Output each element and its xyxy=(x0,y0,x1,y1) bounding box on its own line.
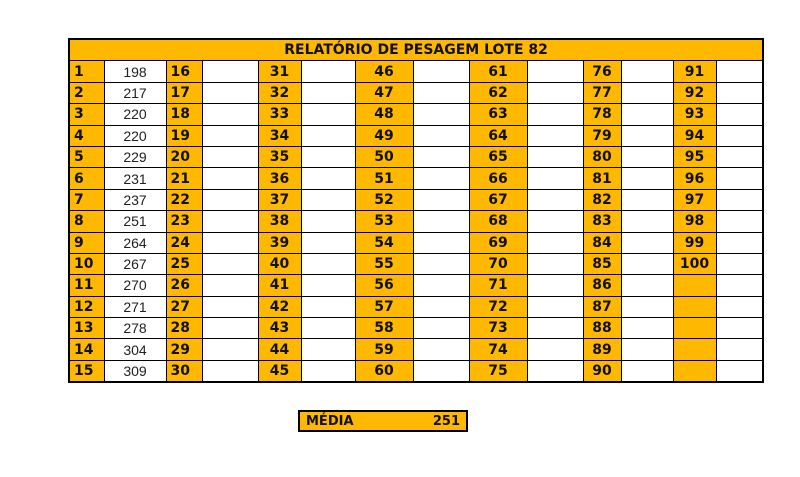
animal-number-cell: 34 xyxy=(258,125,301,146)
weight-value-cell[interactable] xyxy=(527,296,583,317)
weight-value-cell[interactable] xyxy=(202,189,258,210)
animal-number-cell: 72 xyxy=(469,296,527,317)
average-value: 251 xyxy=(432,414,460,429)
table-row xyxy=(69,253,763,274)
title-row xyxy=(69,39,763,61)
animal-number-cell: 86 xyxy=(583,275,621,296)
animal-number-cell: 68 xyxy=(469,211,527,232)
animal-number-cell: 3 xyxy=(69,104,104,125)
weight-value-cell[interactable] xyxy=(621,82,673,103)
weight-value-cell[interactable] xyxy=(301,296,355,317)
animal-number-cell xyxy=(673,275,716,296)
weight-value-cell[interactable] xyxy=(413,146,469,167)
animal-number-cell: 33 xyxy=(258,104,301,125)
weight-value-cell[interactable] xyxy=(621,146,673,167)
weight-value-cell[interactable] xyxy=(621,296,673,317)
animal-number-cell: 1 xyxy=(69,61,104,82)
animal-number-cell: 37 xyxy=(258,189,301,210)
weight-value-cell[interactable] xyxy=(621,253,673,274)
weight-value-cell[interactable] xyxy=(621,275,673,296)
animal-number-cell: 26 xyxy=(166,275,202,296)
animal-number-cell: 83 xyxy=(583,211,621,232)
animal-number-cell: 76 xyxy=(583,61,621,82)
animal-number-cell: 28 xyxy=(166,318,202,339)
weight-value-cell[interactable] xyxy=(621,360,673,382)
animal-number-cell: 13 xyxy=(69,318,104,339)
weight-value-cell[interactable] xyxy=(716,253,763,274)
weight-value-cell[interactable] xyxy=(716,189,763,210)
animal-number-cell: 2 xyxy=(69,82,104,103)
weight-value-cell[interactable]: 278 xyxy=(104,318,166,339)
animal-number-cell: 99 xyxy=(673,232,716,253)
animal-number-cell xyxy=(673,339,716,360)
weight-value-cell[interactable] xyxy=(527,318,583,339)
animal-number-cell: 75 xyxy=(469,360,527,382)
table-row xyxy=(69,360,763,382)
weight-value-cell[interactable] xyxy=(202,318,258,339)
weight-value-cell[interactable] xyxy=(413,61,469,82)
table-row xyxy=(69,104,763,125)
weight-value-cell[interactable] xyxy=(527,104,583,125)
animal-number-cell: 82 xyxy=(583,189,621,210)
weight-value-cell[interactable]: 264 xyxy=(104,232,166,253)
animal-number-cell: 46 xyxy=(355,61,413,82)
weight-value-cell[interactable] xyxy=(301,275,355,296)
weight-value-cell[interactable]: 229 xyxy=(104,146,166,167)
weight-value-cell[interactable] xyxy=(413,125,469,146)
weight-value-cell[interactable] xyxy=(202,82,258,103)
animal-number-cell: 9 xyxy=(69,232,104,253)
weight-value-cell[interactable] xyxy=(527,189,583,210)
animal-number-cell: 69 xyxy=(469,232,527,253)
animal-number-cell: 94 xyxy=(673,125,716,146)
weight-value-cell[interactable] xyxy=(621,104,673,125)
weight-value-cell[interactable] xyxy=(527,168,583,189)
weight-value-cell[interactable] xyxy=(202,146,258,167)
animal-number-cell: 47 xyxy=(355,82,413,103)
weight-value-cell[interactable]: 251 xyxy=(104,211,166,232)
table-row xyxy=(69,82,763,103)
animal-number-cell xyxy=(673,318,716,339)
animal-number-cell: 36 xyxy=(258,168,301,189)
table-row xyxy=(69,232,763,253)
animal-number-cell: 62 xyxy=(469,82,527,103)
animal-number-cell: 32 xyxy=(258,82,301,103)
table-row xyxy=(69,211,763,232)
weight-value-cell[interactable]: 267 xyxy=(104,253,166,274)
animal-number-cell: 21 xyxy=(166,168,202,189)
animal-number-cell: 53 xyxy=(355,211,413,232)
weight-value-cell[interactable] xyxy=(621,318,673,339)
animal-number-cell: 56 xyxy=(355,275,413,296)
weight-value-cell[interactable] xyxy=(413,82,469,103)
report-title: RELATÓRIO DE PESAGEM LOTE 82 xyxy=(69,39,763,61)
weight-value-cell[interactable] xyxy=(301,360,355,382)
animal-number-cell: 10 xyxy=(69,253,104,274)
weight-value-cell[interactable] xyxy=(202,360,258,382)
animal-number-cell: 20 xyxy=(166,146,202,167)
animal-number-cell: 80 xyxy=(583,146,621,167)
animal-number-cell: 22 xyxy=(166,189,202,210)
weight-value-cell[interactable] xyxy=(621,61,673,82)
weight-value-cell[interactable] xyxy=(202,339,258,360)
weight-value-cell[interactable] xyxy=(202,253,258,274)
weight-value-cell[interactable] xyxy=(413,232,469,253)
weight-value-cell[interactable]: 231 xyxy=(104,168,166,189)
animal-number-cell: 50 xyxy=(355,146,413,167)
table-row xyxy=(69,339,763,360)
animal-number-cell: 77 xyxy=(583,82,621,103)
weight-value-cell[interactable] xyxy=(202,296,258,317)
weight-value-cell[interactable] xyxy=(301,232,355,253)
animal-number-cell: 12 xyxy=(69,296,104,317)
animal-number-cell: 42 xyxy=(258,296,301,317)
animal-number-cell: 27 xyxy=(166,296,202,317)
animal-number-cell: 7 xyxy=(69,189,104,210)
weight-value-cell[interactable] xyxy=(301,82,355,103)
table-row xyxy=(69,146,763,167)
animal-number-cell: 64 xyxy=(469,125,527,146)
animal-number-cell: 5 xyxy=(69,146,104,167)
animal-number-cell: 54 xyxy=(355,232,413,253)
weight-value-cell[interactable] xyxy=(716,232,763,253)
animal-number-cell: 52 xyxy=(355,189,413,210)
animal-number-cell: 59 xyxy=(355,339,413,360)
weight-value-cell[interactable] xyxy=(301,125,355,146)
animal-number-cell: 97 xyxy=(673,189,716,210)
weight-value-cell[interactable] xyxy=(716,296,763,317)
animal-number-cell: 85 xyxy=(583,253,621,274)
animal-number-cell xyxy=(673,296,716,317)
animal-number-cell: 19 xyxy=(166,125,202,146)
weight-value-cell[interactable] xyxy=(716,61,763,82)
animal-number-cell: 58 xyxy=(355,318,413,339)
animal-number-cell: 11 xyxy=(69,275,104,296)
weight-value-cell[interactable] xyxy=(202,232,258,253)
weight-value-cell[interactable] xyxy=(202,104,258,125)
table-row xyxy=(69,125,763,146)
weight-value-cell[interactable] xyxy=(527,125,583,146)
weight-value-cell[interactable] xyxy=(202,168,258,189)
animal-number-cell: 35 xyxy=(258,146,301,167)
weight-value-cell[interactable] xyxy=(621,125,673,146)
weight-value-cell[interactable] xyxy=(527,82,583,103)
weight-value-cell[interactable] xyxy=(716,275,763,296)
weight-value-cell[interactable] xyxy=(413,253,469,274)
weight-value-cell[interactable] xyxy=(202,275,258,296)
animal-number-cell: 74 xyxy=(469,339,527,360)
weight-value-cell[interactable] xyxy=(716,125,763,146)
animal-number-cell: 44 xyxy=(258,339,301,360)
weight-value-cell[interactable] xyxy=(527,232,583,253)
weighing-table-body xyxy=(69,39,763,382)
animal-number-cell: 45 xyxy=(258,360,301,382)
animal-number-cell: 67 xyxy=(469,189,527,210)
weight-value-cell[interactable] xyxy=(527,61,583,82)
average-box xyxy=(298,410,468,432)
weight-value-cell[interactable] xyxy=(413,296,469,317)
weight-value-cell[interactable] xyxy=(301,339,355,360)
weight-value-cell[interactable] xyxy=(413,189,469,210)
weighing-report-sheet xyxy=(68,38,756,383)
animal-number-cell: 14 xyxy=(69,339,104,360)
animal-number-cell: 92 xyxy=(673,82,716,103)
animal-number-cell: 81 xyxy=(583,168,621,189)
weight-value-cell[interactable] xyxy=(527,211,583,232)
animal-number-cell: 41 xyxy=(258,275,301,296)
weight-value-cell[interactable] xyxy=(301,146,355,167)
weight-value-cell[interactable] xyxy=(301,61,355,82)
animal-number-cell: 57 xyxy=(355,296,413,317)
weight-value-cell[interactable] xyxy=(716,104,763,125)
animal-number-cell: 18 xyxy=(166,104,202,125)
animal-number-cell: 4 xyxy=(69,125,104,146)
weight-value-cell[interactable] xyxy=(621,189,673,210)
weight-value-cell[interactable] xyxy=(621,232,673,253)
weight-value-cell[interactable] xyxy=(413,360,469,382)
animal-number-cell: 79 xyxy=(583,125,621,146)
weight-value-cell[interactable] xyxy=(527,360,583,382)
weight-value-cell[interactable]: 217 xyxy=(104,82,166,103)
weight-value-cell[interactable] xyxy=(716,211,763,232)
animal-number-cell: 40 xyxy=(258,253,301,274)
table-row xyxy=(69,189,763,210)
animal-number-cell: 16 xyxy=(166,61,202,82)
weight-value-cell[interactable] xyxy=(202,211,258,232)
weight-value-cell[interactable]: 198 xyxy=(104,61,166,82)
weight-value-cell[interactable] xyxy=(621,168,673,189)
animal-number-cell: 49 xyxy=(355,125,413,146)
animal-number-cell: 6 xyxy=(69,168,104,189)
animal-number-cell: 61 xyxy=(469,61,527,82)
weight-value-cell[interactable] xyxy=(301,189,355,210)
weight-value-cell[interactable] xyxy=(413,318,469,339)
animal-number-cell: 89 xyxy=(583,339,621,360)
weight-value-cell[interactable] xyxy=(716,82,763,103)
animal-number-cell: 66 xyxy=(469,168,527,189)
animal-number-cell: 60 xyxy=(355,360,413,382)
weight-value-cell[interactable] xyxy=(202,125,258,146)
animal-number-cell: 30 xyxy=(166,360,202,382)
animal-number-cell: 55 xyxy=(355,253,413,274)
table-row xyxy=(69,61,763,82)
animal-number-cell: 15 xyxy=(69,360,104,382)
animal-number-cell: 48 xyxy=(355,104,413,125)
animal-number-cell: 38 xyxy=(258,211,301,232)
weight-value-cell[interactable] xyxy=(301,211,355,232)
weight-value-cell[interactable]: 220 xyxy=(104,125,166,146)
animal-number-cell: 70 xyxy=(469,253,527,274)
animal-number-cell: 29 xyxy=(166,339,202,360)
animal-number-cell: 78 xyxy=(583,104,621,125)
animal-number-cell: 84 xyxy=(583,232,621,253)
animal-number-cell: 96 xyxy=(673,168,716,189)
weight-value-cell[interactable] xyxy=(716,168,763,189)
animal-number-cell xyxy=(673,360,716,382)
weight-value-cell[interactable] xyxy=(716,318,763,339)
animal-number-cell: 39 xyxy=(258,232,301,253)
animal-number-cell: 90 xyxy=(583,360,621,382)
weight-value-cell[interactable] xyxy=(413,104,469,125)
weighing-table xyxy=(68,38,764,383)
table-row xyxy=(69,168,763,189)
weight-value-cell[interactable] xyxy=(716,339,763,360)
table-row xyxy=(69,296,763,317)
animal-number-cell: 65 xyxy=(469,146,527,167)
weight-value-cell[interactable]: 237 xyxy=(104,189,166,210)
weight-value-cell[interactable] xyxy=(527,146,583,167)
animal-number-cell: 91 xyxy=(673,61,716,82)
animal-number-cell: 73 xyxy=(469,318,527,339)
weight-value-cell[interactable] xyxy=(413,339,469,360)
animal-number-cell: 71 xyxy=(469,275,527,296)
weight-value-cell[interactable] xyxy=(621,339,673,360)
animal-number-cell: 23 xyxy=(166,211,202,232)
animal-number-cell: 31 xyxy=(258,61,301,82)
animal-number-cell: 87 xyxy=(583,296,621,317)
weight-value-cell[interactable] xyxy=(716,360,763,382)
weight-value-cell[interactable] xyxy=(413,275,469,296)
weight-value-cell[interactable] xyxy=(301,104,355,125)
animal-number-cell: 88 xyxy=(583,318,621,339)
weight-value-cell[interactable] xyxy=(621,211,673,232)
animal-number-cell: 98 xyxy=(673,211,716,232)
animal-number-cell: 95 xyxy=(673,146,716,167)
animal-number-cell: 63 xyxy=(469,104,527,125)
weight-value-cell[interactable] xyxy=(301,253,355,274)
table-row xyxy=(69,318,763,339)
weight-value-cell[interactable]: 304 xyxy=(104,339,166,360)
weight-value-cell[interactable] xyxy=(301,168,355,189)
weight-value-cell[interactable] xyxy=(716,146,763,167)
weight-value-cell[interactable]: 309 xyxy=(104,360,166,382)
weight-value-cell[interactable]: 270 xyxy=(104,275,166,296)
weight-value-cell[interactable]: 271 xyxy=(104,296,166,317)
animal-number-cell: 43 xyxy=(258,318,301,339)
weight-value-cell[interactable] xyxy=(527,253,583,274)
animal-number-cell: 25 xyxy=(166,253,202,274)
weight-value-cell[interactable] xyxy=(413,168,469,189)
animal-number-cell: 51 xyxy=(355,168,413,189)
animal-number-cell: 17 xyxy=(166,82,202,103)
weight-value-cell[interactable] xyxy=(413,211,469,232)
animal-number-cell: 8 xyxy=(69,211,104,232)
animal-number-cell: 93 xyxy=(673,104,716,125)
average-label: MÉDIA xyxy=(306,414,354,429)
weight-value-cell[interactable] xyxy=(301,318,355,339)
weight-value-cell[interactable] xyxy=(527,339,583,360)
weight-value-cell[interactable] xyxy=(202,61,258,82)
table-row xyxy=(69,275,763,296)
animal-number-cell: 100 xyxy=(673,253,716,274)
animal-number-cell: 24 xyxy=(166,232,202,253)
weight-value-cell[interactable]: 220 xyxy=(104,104,166,125)
weight-value-cell[interactable] xyxy=(527,275,583,296)
